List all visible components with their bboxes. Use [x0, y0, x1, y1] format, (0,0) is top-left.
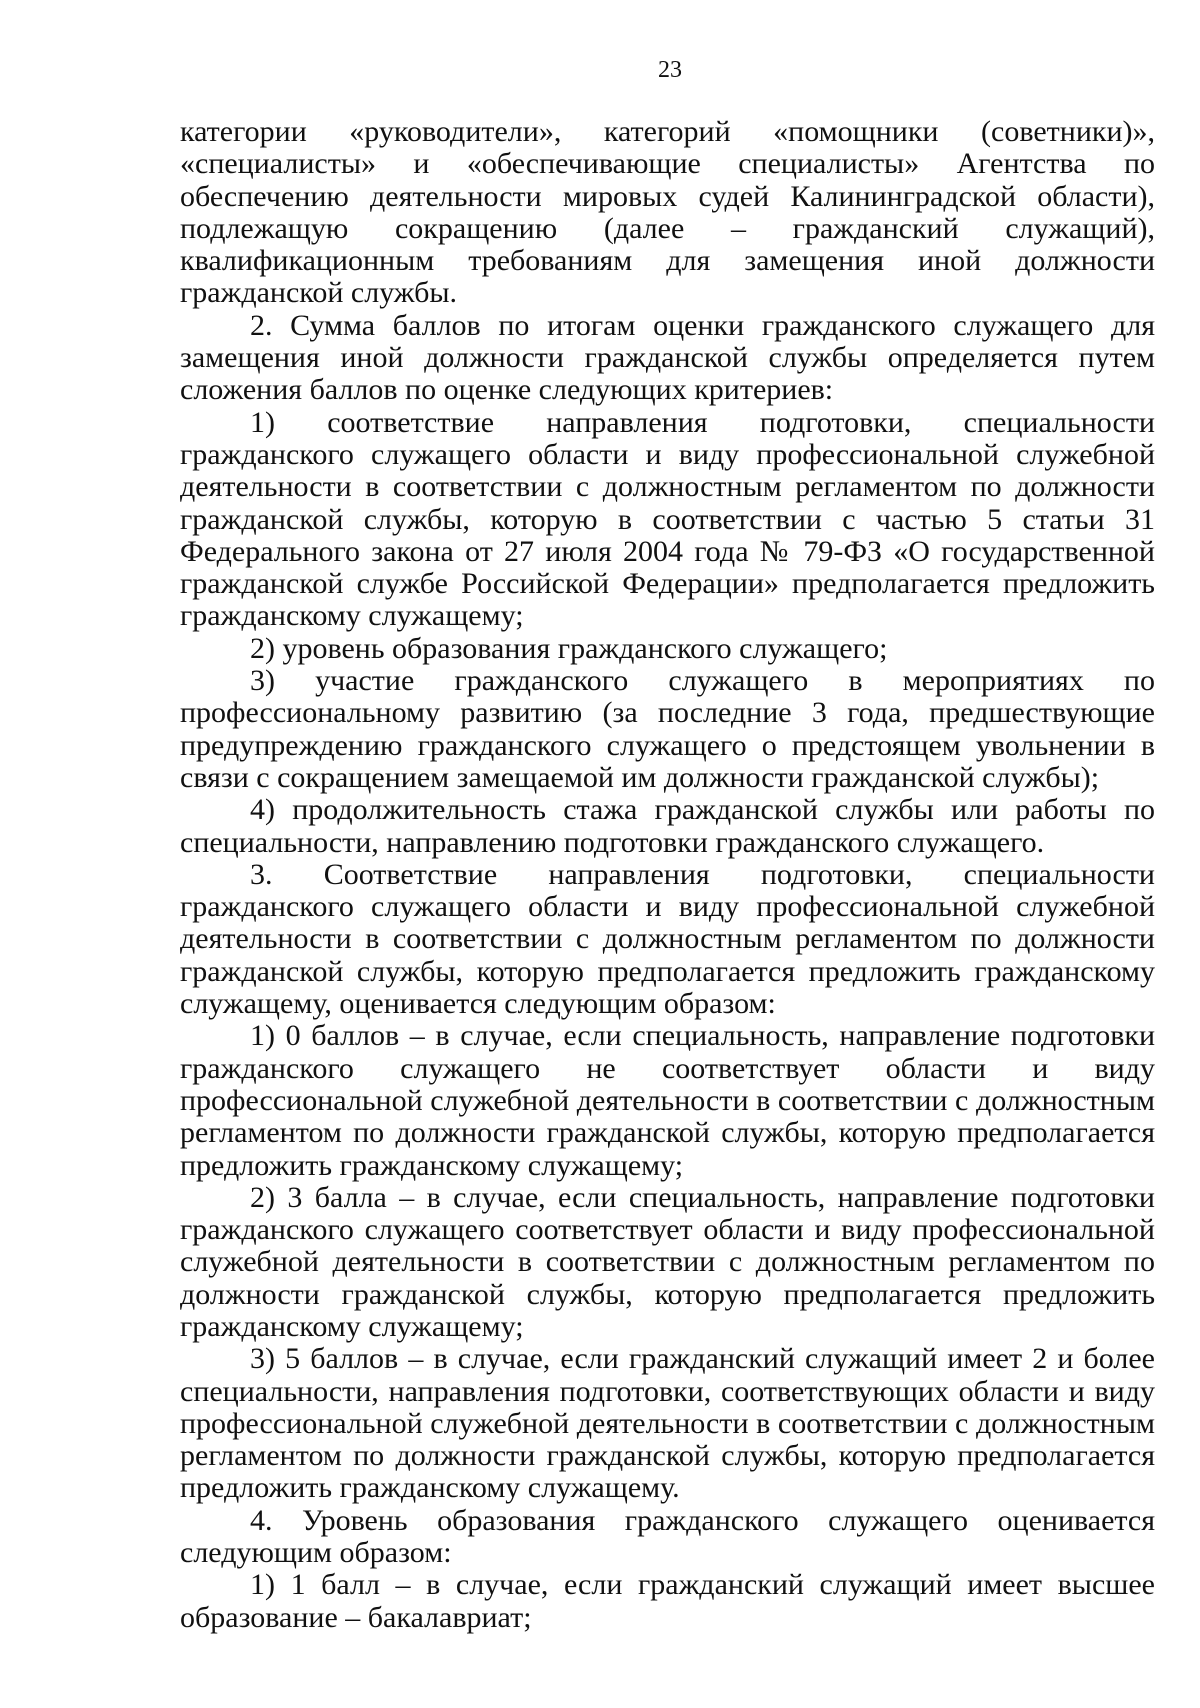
paragraph-subitem-3-1: 1) 0 баллов – в случае, если специальность, направление подготовки гражданского служащего не соответствует области и виду профессиональной служебной деятельности в соответствии с должностным регламентом по должности гражданской службы, которую предполагается предложить гражданскому служащему; — [180, 1019, 1155, 1182]
paragraph-subitem-2-2: 2) уровень образования гражданского служащего; — [250, 631, 888, 665]
paragraph-subitem-3-3: 3) 5 баллов – в случае, если гражданский служащий имеет 2 и более специальности, направления подготовки, соответствующих области и виду профессиональной служебной деятельности в соответствии с должностным регламентом по должности гражданской службы, которую предполагается предложить гражданскому служащему. — [180, 1342, 1155, 1505]
paragraph-subitem-2-3: 3) участие гражданского служащего в мероприятиях по профессиональному развитию (за последние 3 года, предшествующие предупреждению гражданского служащего о предстоящем увольнении в связи с сокращением замещаемой им должности гражданской службы); — [180, 664, 1155, 794]
paragraph-continuation: категории «руководители», категорий «помощники (советники)», «специалисты» и «обеспечивающие специалисты» Агентства по обеспечению деятельности мировых судей Калининградской области), подлежащую сокращению (далее – гражданский служащий), квалификационным требованиям для замещения иной должности гражданской службы. — [180, 115, 1155, 310]
paragraph-subitem-2-4: 4) продолжительность стажа гражданской службы или работы по специальности, направлению подготовки гражданского служащего. — [180, 793, 1155, 859]
document-body — [180, 116, 1155, 1634]
paragraph-subitem-4-1: 1) 1 балл – в случае, если гражданский служащий имеет высшее образование – бакалавриат; — [180, 1568, 1155, 1634]
paragraph-subitem-2-1: 1) соответствие направления подготовки, специальности гражданского служащего области и виду профессиональной служебной деятельности в соответствии с должностным регламентом по должности гражданской службы, которую в соответствии с частью 5 статьи 31 Федерального закона от 27 июля 2004 года № 79-ФЗ «О государственной гражданской службе Российской Федерации» предполагается предложить гражданскому служащему; — [180, 405, 1155, 633]
page-number: 23 — [658, 57, 682, 83]
paragraph-item-2: 2. Сумма баллов по итогам оценки гражданского служащего для замещения иной должности гражданской службы определяется путем сложения баллов по оценке следующих критериев: — [180, 308, 1155, 407]
paragraph-item-3: 3. Соответствие направления подготовки, специальности гражданского служащего области и виду профессиональной служебной деятельности в соответствии с должностным регламентом по должности гражданской службы, которую предполагается предложить гражданскому служащему, оценивается следующим образом: — [180, 857, 1155, 1021]
paragraph-item-4: 4. Уровень образования гражданского служащего оценивается следующим образом: — [180, 1503, 1155, 1570]
paragraph-subitem-3-2: 2) 3 балла – в случае, если специальность, направление подготовки гражданского служащего соответствует области и виду профессиональной служебной деятельности в соответствии с должностным регламентом по должности гражданской службы, которую предполагается предложить гражданскому служащему; — [180, 1180, 1155, 1343]
